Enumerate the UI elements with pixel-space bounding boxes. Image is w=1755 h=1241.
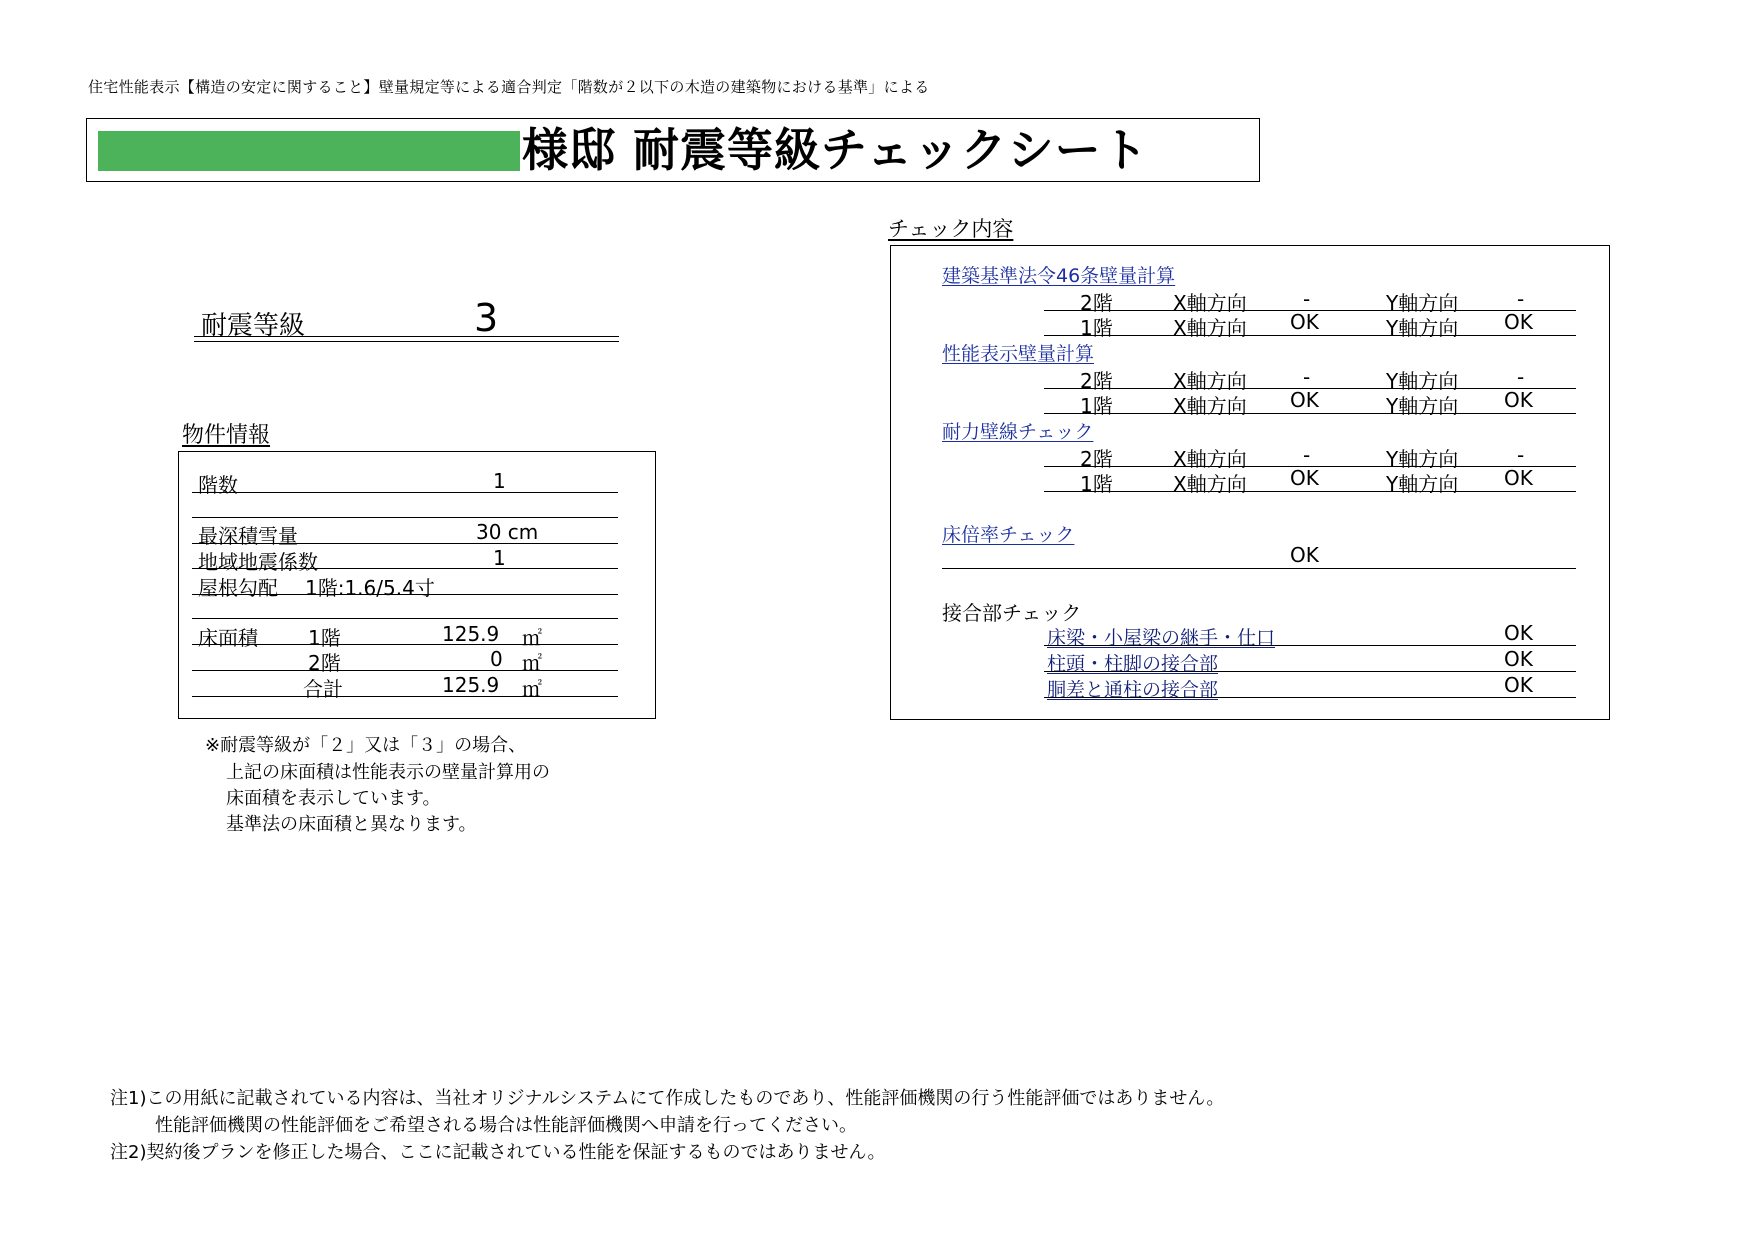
row-line bbox=[192, 517, 618, 518]
floor-area-unit: ㎡ bbox=[522, 651, 542, 675]
y-result: OK bbox=[1504, 388, 1533, 412]
floors-label: 階数 bbox=[198, 473, 238, 497]
page-title: 様邸 耐震等級チェックシート bbox=[522, 123, 1149, 177]
footnote-1: 注1)この用紙に記載されている内容は、当社オリジナルシステムにて作成したものであり、性能評価機関の行う性能評価ではありません。 bbox=[110, 1088, 1225, 1109]
joint-item-girth[interactable]: 胴差と通柱の接合部 bbox=[1047, 679, 1219, 701]
floor-cell: 2階 bbox=[1080, 291, 1113, 315]
floor-area-unit: ㎡ bbox=[522, 626, 542, 650]
floor-area-floor: 1階 bbox=[308, 626, 341, 650]
section-title-building-law[interactable]: 建築基準法令46条壁量計算 bbox=[942, 265, 1176, 287]
footnote-2: 注2)契約後プランを修正した場合、ここに記載されている性能を保証するものではありません。 bbox=[110, 1142, 886, 1163]
y-label: Y軸方向 bbox=[1386, 394, 1459, 418]
x-result: - bbox=[1303, 365, 1311, 389]
x-result: - bbox=[1303, 287, 1311, 311]
y-result: OK bbox=[1504, 466, 1533, 490]
floor-area-value: 0 bbox=[490, 647, 503, 671]
note-line: ※耐震等級が「２」又は「３」の場合、 bbox=[205, 735, 527, 756]
floor-area-floor: 2階 bbox=[308, 651, 341, 675]
y-result: - bbox=[1517, 365, 1525, 389]
row-line bbox=[192, 696, 618, 697]
floor-cell: 1階 bbox=[1080, 394, 1113, 418]
x-result: - bbox=[1303, 443, 1311, 467]
row-line bbox=[192, 644, 618, 645]
joint-result: OK bbox=[1504, 673, 1533, 697]
snow-label: 最深積雪量 bbox=[198, 524, 298, 548]
name-redaction-bar bbox=[98, 131, 520, 171]
x-result: OK bbox=[1290, 466, 1319, 490]
floor-area-value: 125.9 bbox=[442, 673, 500, 697]
floor-area-unit: ㎡ bbox=[522, 677, 542, 701]
y-label: Y軸方向 bbox=[1386, 291, 1459, 315]
grade-label: 耐震等級 bbox=[201, 311, 306, 341]
y-label: Y軸方向 bbox=[1386, 316, 1459, 340]
x-label: X軸方向 bbox=[1173, 472, 1247, 496]
section-title-shear-wall-line[interactable]: 耐力壁線チェック bbox=[942, 421, 1094, 443]
row-line bbox=[1044, 671, 1576, 672]
x-label: X軸方向 bbox=[1173, 447, 1247, 471]
floor-area-value: 125.9 bbox=[442, 622, 500, 646]
row-line bbox=[1044, 335, 1576, 336]
grade-value: 3 bbox=[474, 296, 499, 340]
row-line bbox=[192, 618, 618, 619]
seismic-value: 1 bbox=[493, 546, 506, 570]
row-line bbox=[192, 492, 618, 493]
grade-underline-double bbox=[194, 341, 619, 342]
joints-title: 接合部チェック bbox=[942, 601, 1082, 625]
row-line bbox=[1044, 645, 1576, 646]
row-line bbox=[192, 543, 618, 544]
row-line bbox=[192, 568, 618, 569]
row-line bbox=[1044, 697, 1576, 698]
note-line: 基準法の床面積と異なります。 bbox=[226, 814, 477, 835]
floors-value: 1 bbox=[493, 469, 506, 493]
floor-cell: 2階 bbox=[1080, 369, 1113, 393]
x-label: X軸方向 bbox=[1173, 394, 1247, 418]
joint-item-column[interactable]: 柱頭・柱脚の接合部 bbox=[1047, 653, 1219, 675]
x-result: OK bbox=[1290, 388, 1319, 412]
y-result: - bbox=[1517, 287, 1525, 311]
seismic-label: 地域地震係数 bbox=[198, 550, 318, 574]
x-label: X軸方向 bbox=[1173, 291, 1247, 315]
property-section-title: 物件情報 bbox=[182, 423, 271, 448]
snow-value: 30 cm bbox=[476, 520, 539, 544]
document-header: 住宅性能表示【構造の安定に関すること】壁量規定等による適合判定「階数が２以下の木造の建築物における基準」による bbox=[88, 78, 930, 96]
x-label: X軸方向 bbox=[1173, 316, 1247, 340]
row-line bbox=[192, 594, 618, 595]
floor-cell: 1階 bbox=[1080, 316, 1113, 340]
floor-area-floor: 合計 bbox=[303, 677, 343, 701]
y-label: Y軸方向 bbox=[1386, 472, 1459, 496]
floor-cell: 1階 bbox=[1080, 472, 1113, 496]
joint-result: OK bbox=[1504, 647, 1533, 671]
y-label: Y軸方向 bbox=[1386, 447, 1459, 471]
section-title-performance[interactable]: 性能表示壁量計算 bbox=[942, 343, 1095, 365]
x-result: OK bbox=[1290, 310, 1319, 334]
floor-area-label: 床面積 bbox=[198, 626, 258, 650]
check-section-title: チェック内容 bbox=[888, 217, 1014, 241]
y-result: OK bbox=[1504, 310, 1533, 334]
note-line: 床面積を表示しています。 bbox=[226, 788, 441, 809]
section-title-floor-ratio[interactable]: 床倍率チェック bbox=[942, 524, 1075, 546]
floor-ratio-result: OK bbox=[1290, 543, 1319, 567]
joint-item-beam[interactable]: 床梁・小屋梁の継手・仕口 bbox=[1047, 627, 1276, 649]
floor-cell: 2階 bbox=[1080, 447, 1113, 471]
roof-label: 屋根勾配 bbox=[198, 576, 278, 600]
x-label: X軸方向 bbox=[1173, 369, 1247, 393]
joint-result: OK bbox=[1504, 621, 1533, 645]
row-line bbox=[942, 568, 1576, 569]
grade-underline bbox=[194, 336, 619, 337]
row-line bbox=[192, 670, 618, 671]
roof-value: 1階:1.6/5.4寸 bbox=[305, 576, 435, 600]
note-line: 上記の床面積は性能表示の壁量計算用の bbox=[226, 762, 550, 783]
row-line bbox=[1044, 491, 1576, 492]
y-label: Y軸方向 bbox=[1386, 369, 1459, 393]
y-result: - bbox=[1517, 443, 1525, 467]
row-line bbox=[1044, 413, 1576, 414]
footnote-1-cont: 性能評価機関の性能評価をご希望される場合は性能評価機関へ申請を行ってください。 bbox=[155, 1115, 857, 1136]
